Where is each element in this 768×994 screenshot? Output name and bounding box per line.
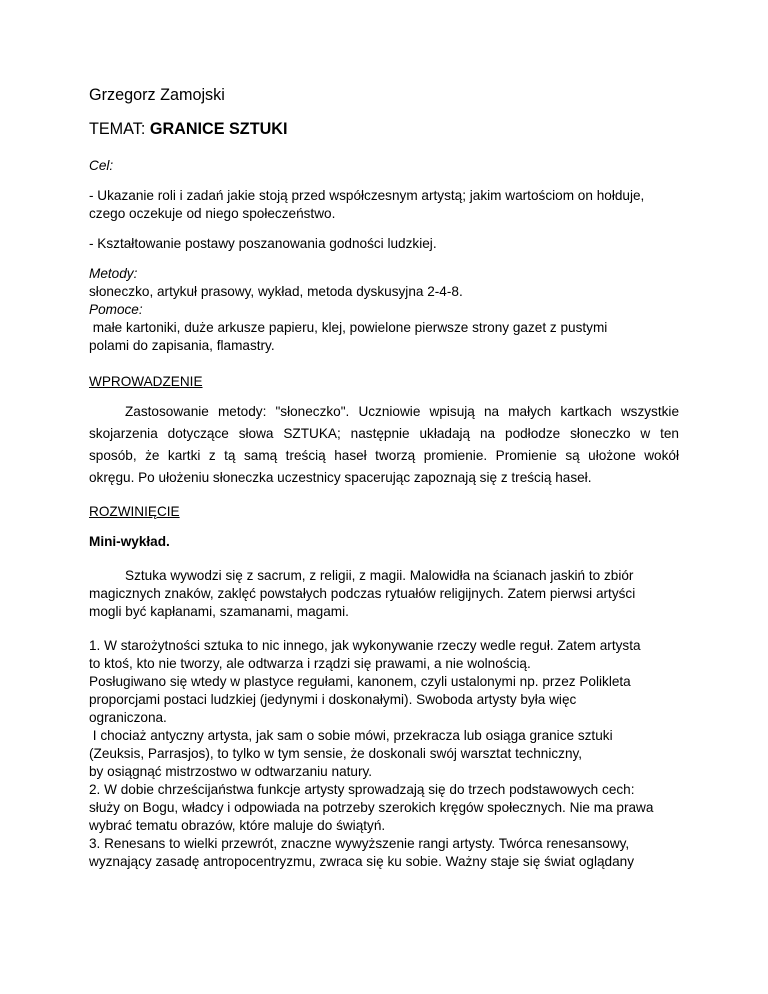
body-line-4: proporcjami postaci ludzkiej (jedynymi i doskonałymi). Swoboda artysty była więc bbox=[89, 692, 577, 707]
body-line-3: Posługiwano się wtedy w plastyce regułami, kanonem, czyli ustalonymi np. przez Polikleta bbox=[89, 674, 631, 689]
body-line-10: służy on Bogu, władcy i odpowiada na potrzeby szerokich kręgów społecznych. Nie ma prawa bbox=[89, 800, 654, 815]
lecture-line-3: mogli być kapłanami, szamanami, magami. bbox=[89, 604, 349, 619]
aids-line-1: małe kartoniki, duże arkusze papieru, klej, powielone pierwsze strony gazet z pustymi bbox=[89, 320, 608, 335]
body-line-7: (Zeuksis, Parrasjos), to tylko w tym sensie, że doskonali swój warsztat techniczny, bbox=[89, 746, 583, 761]
goal-1-line-1: - Ukazanie roli i zadań jakie stoją przed współczesnym artystą; jakim wartościom on hołduje, bbox=[89, 188, 645, 203]
aids-label: Pomoce: bbox=[89, 302, 143, 317]
topic-prefix: TEMAT: bbox=[89, 120, 150, 138]
body-line-11: wybrać tematu obrazów, które maluje do świątyń. bbox=[89, 818, 386, 833]
intro-line-3: sposób, że kartki z tą samą treścią haseł tworzą promienie. Promienie są ułożone wokół bbox=[89, 448, 679, 463]
body-line-6: I chociaż antyczny artysta, jak sam o sobie mówi, przekracza lub osiąga granice sztuki bbox=[89, 728, 613, 743]
body-line-12: 3. Renesans to wielki przewrót, znaczne wywyższenie rangi artysty. Twórca renesansowy, bbox=[89, 836, 630, 851]
intro-heading: WPROWADZENIE bbox=[89, 374, 203, 389]
body-line-2: to ktoś, kto nie tworzy, ale odtwarza i rządzi się prawami, a nie wolnością. bbox=[89, 656, 531, 671]
body-line-1: 1. W starożytności sztuka to nic innego, jak wykonywanie rzeczy wedle reguł. Zatem artysta bbox=[89, 638, 641, 653]
topic-title: GRANICE SZTUKI bbox=[149, 120, 288, 138]
goal-2: - Kształtowanie postawy poszanowania godności ludzkiej. bbox=[89, 236, 437, 251]
body-line-13: wyznający zasadę antropocentryzmu, zwraca się ku sobie. Ważny staje się świat oglądany bbox=[89, 854, 635, 869]
goal-label: Cel: bbox=[89, 158, 114, 173]
methods-label: Metody: bbox=[89, 266, 138, 281]
aids-line-2: polami do zapisania, flamastry. bbox=[89, 338, 275, 353]
methods-text: słoneczko, artykuł prasowy, wykład, metoda dyskusyjna 2-4-8. bbox=[89, 284, 463, 299]
intro-line-4: okręgu. Po ułożeniu słoneczka uczestnicy spacerując zapoznają się z treścią haseł. bbox=[89, 470, 592, 485]
development-heading: ROZWINIĘCIE bbox=[89, 504, 180, 519]
lecture-line-2: magicznych znaków, zaklęć powstałych podczas rytuałów religijnych. Zatem pierwsi artyści bbox=[89, 586, 636, 601]
goal-1-line-2: czego oczekuje od niego społeczeństwo. bbox=[89, 206, 336, 221]
topic-line bbox=[89, 120, 287, 138]
lecture-heading: Mini-wykład. bbox=[89, 534, 170, 549]
lecture-line-1: Sztuka wywodzi się z sacrum, z religii, z magii. Malowidła na ścianach jaskiń to zbiór bbox=[125, 568, 634, 583]
intro-line-1: Zastosowanie metody: "słoneczko". Uczniowie wpisują na małych kartkach wszystkie bbox=[125, 404, 679, 419]
author-name: Grzegorz Zamojski bbox=[89, 86, 225, 104]
intro-line-2: skojarzenia dotyczące słowa SZTUKA; następnie układają na podłodze słoneczko w ten bbox=[89, 426, 679, 441]
body-line-5: ograniczona. bbox=[89, 710, 167, 725]
body-line-9: 2. W dobie chrześcijaństwa funkcje artysty sprowadzają się do trzech podstawowych cech: bbox=[89, 782, 635, 797]
body-line-8: by osiągnąć mistrzostwo w odtwarzaniu natury. bbox=[89, 764, 373, 779]
